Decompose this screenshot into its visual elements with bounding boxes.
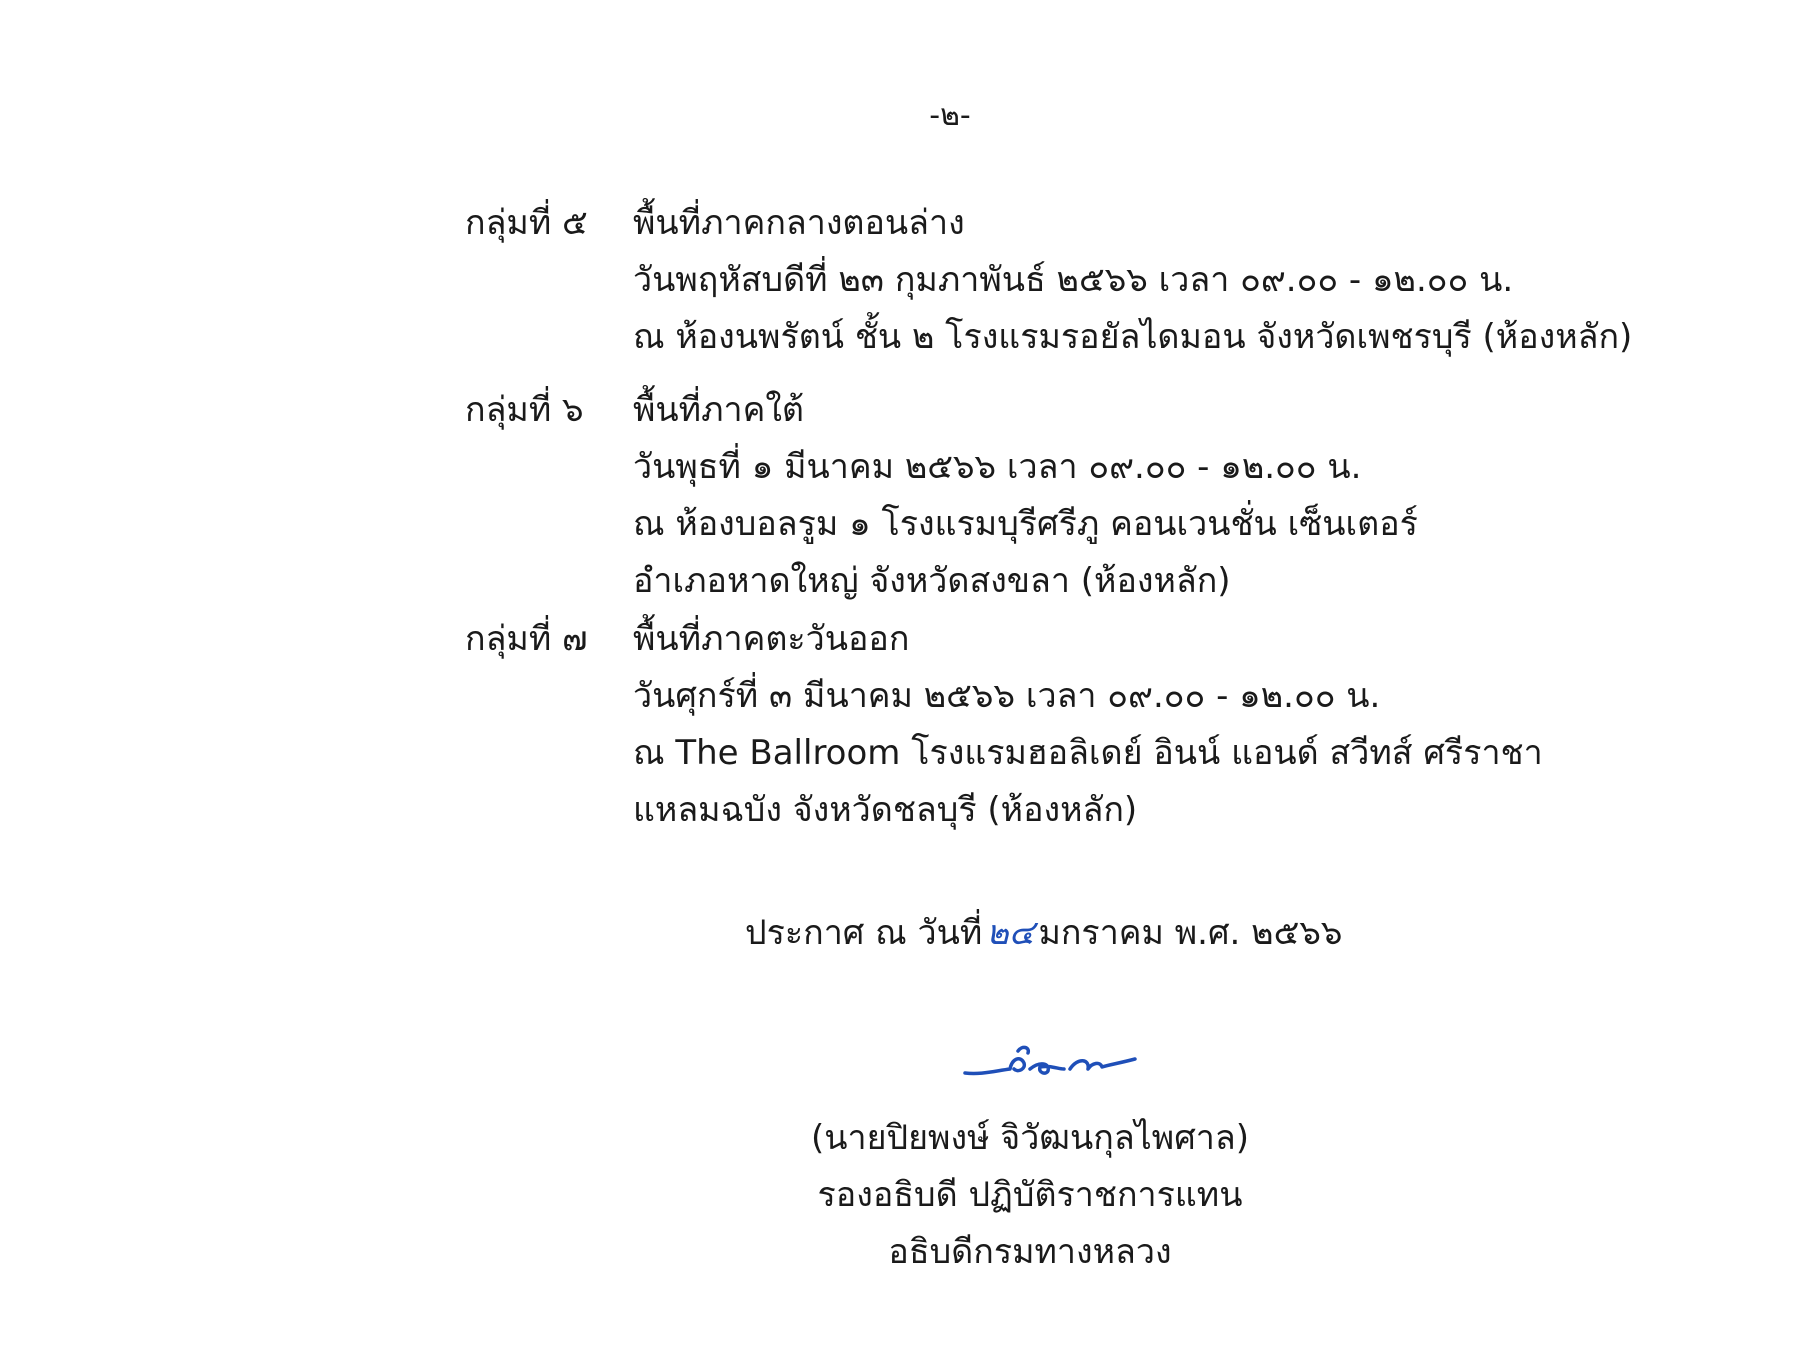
group-5-region: พื้นที่ภาคกลางตอนล่าง (633, 203, 965, 243)
signature-image (960, 1035, 1140, 1085)
group-7-date: วันศุกร์ที่ ๓ มีนาคม ๒๕๖๖ เวลา ๐๙.๐๐ - ๑๒.๐๐ น. (633, 676, 1381, 716)
group-7-label: กลุ่มที่ ๗ (465, 619, 588, 659)
group-5-label: กลุ่มที่ ๕ (465, 203, 588, 243)
group-7-region: พื้นที่ภาคตะวันออก (633, 619, 910, 659)
signer-agency: อธิบดีกรมทางหลวง (888, 1232, 1172, 1272)
group-6-venue: ณ ห้องบอลรูม ๑ โรงแรมบุรีศรีภู คอนเวนชั่น เซ็นเตอร์ (633, 504, 1418, 544)
group-7-venue-location: แหลมฉบัง จังหวัดชลบุรี (ห้องหลัก) (633, 790, 1138, 830)
announcement-prefix: ประกาศ ณ วันที่ (745, 913, 983, 953)
announcement-date (745, 905, 1342, 959)
group-6-venue-location: อำเภอหาดใหญ่ จังหวัดสงขลา (ห้องหลัก) (633, 561, 1231, 601)
signer-block (780, 1110, 1280, 1281)
group-6-label: กลุ่มที่ ๖ (465, 390, 584, 430)
signer-name: (นายปิยพงษ์ จิวัฒนกุลไพศาล) (811, 1118, 1249, 1158)
signer-position: รองอธิบดี ปฏิบัติราชการแทน (817, 1175, 1243, 1215)
group-6-region: พื้นที่ภาคใต้ (633, 390, 804, 430)
group-7-venue: ณ The Ballroom โรงแรมฮอลิเดย์ อินน์ แอนด์ สวีทส์ ศรีราชา (633, 733, 1543, 773)
group-5-venue: ณ ห้องนพรัตน์ ชั้น ๒ โรงแรมรอยัลไดมอน จังหวัดเพชรบุรี (ห้องหลัก) (633, 317, 1633, 357)
handwritten-day: ๒๔ (986, 913, 1035, 953)
group-5-date: วันพฤหัสบดีที่ ๒๓ กุมภาพันธ์ ๒๕๖๖ เวลา ๐๙.๐๐ - ๑๒.๐๐ น. (633, 260, 1514, 300)
page-number: -๒- (929, 98, 971, 133)
group-6-date: วันพุธที่ ๑ มีนาคม ๒๕๖๖ เวลา ๐๙.๐๐ - ๑๒.๐๐ น. (633, 447, 1362, 487)
announcement-suffix: มกราคม พ.ศ. ๒๕๖๖ (1038, 913, 1343, 953)
